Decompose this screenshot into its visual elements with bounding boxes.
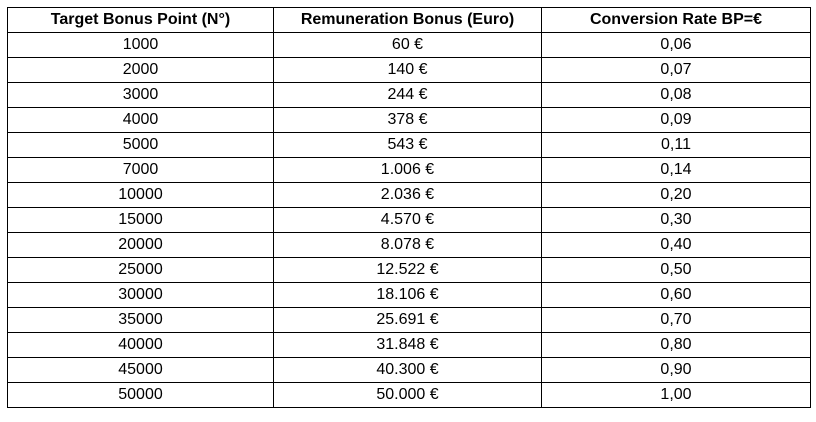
table-row bbox=[8, 358, 811, 383]
conversion-rate-cell: 0,11 bbox=[542, 133, 811, 158]
table-row bbox=[8, 283, 811, 308]
table-row bbox=[8, 158, 811, 183]
target-bonus-point-cell: 30000 bbox=[8, 283, 274, 308]
target-bonus-point-cell: 45000 bbox=[8, 358, 274, 383]
table-row bbox=[8, 383, 811, 408]
conversion-rate-cell: 0,06 bbox=[542, 33, 811, 58]
remuneration-bonus-cell: 543 € bbox=[274, 133, 542, 158]
bonus-conversion-table bbox=[7, 7, 811, 408]
header-conversion-rate: Conversion Rate BP=€ bbox=[542, 8, 811, 33]
conversion-rate-cell: 0,40 bbox=[542, 233, 811, 258]
remuneration-bonus-cell: 1.006 € bbox=[274, 158, 542, 183]
conversion-rate-cell: 0,60 bbox=[542, 283, 811, 308]
remuneration-bonus-cell: 378 € bbox=[274, 108, 542, 133]
remuneration-bonus-cell: 18.106 € bbox=[274, 283, 542, 308]
target-bonus-point-cell: 2000 bbox=[8, 58, 274, 83]
target-bonus-point-cell: 25000 bbox=[8, 258, 274, 283]
target-bonus-point-cell: 4000 bbox=[8, 108, 274, 133]
target-bonus-point-cell: 7000 bbox=[8, 158, 274, 183]
remuneration-bonus-cell: 8.078 € bbox=[274, 233, 542, 258]
conversion-rate-cell: 0,50 bbox=[542, 258, 811, 283]
conversion-rate-cell: 0,07 bbox=[542, 58, 811, 83]
remuneration-bonus-cell: 40.300 € bbox=[274, 358, 542, 383]
conversion-rate-cell: 0,30 bbox=[542, 208, 811, 233]
table-row bbox=[8, 183, 811, 208]
target-bonus-point-cell: 5000 bbox=[8, 133, 274, 158]
remuneration-bonus-cell: 12.522 € bbox=[274, 258, 542, 283]
conversion-rate-cell: 0,08 bbox=[542, 83, 811, 108]
conversion-rate-cell: 0,70 bbox=[542, 308, 811, 333]
table-row bbox=[8, 133, 811, 158]
table-row bbox=[8, 208, 811, 233]
target-bonus-point-cell: 50000 bbox=[8, 383, 274, 408]
remuneration-bonus-cell: 4.570 € bbox=[274, 208, 542, 233]
target-bonus-point-cell: 35000 bbox=[8, 308, 274, 333]
conversion-rate-cell: 0,09 bbox=[542, 108, 811, 133]
table-row bbox=[8, 83, 811, 108]
target-bonus-point-cell: 10000 bbox=[8, 183, 274, 208]
remuneration-bonus-cell: 244 € bbox=[274, 83, 542, 108]
table-row bbox=[8, 233, 811, 258]
conversion-rate-cell: 1,00 bbox=[542, 383, 811, 408]
header-remuneration-bonus: Remuneration Bonus (Euro) bbox=[274, 8, 542, 33]
target-bonus-point-cell: 15000 bbox=[8, 208, 274, 233]
remuneration-bonus-cell: 60 € bbox=[274, 33, 542, 58]
target-bonus-point-cell: 1000 bbox=[8, 33, 274, 58]
remuneration-bonus-cell: 2.036 € bbox=[274, 183, 542, 208]
table-row bbox=[8, 258, 811, 283]
conversion-rate-cell: 0,20 bbox=[542, 183, 811, 208]
table-row bbox=[8, 108, 811, 133]
table-row bbox=[8, 33, 811, 58]
header-row bbox=[8, 8, 811, 33]
header-target-bonus-point: Target Bonus Point (N°) bbox=[8, 8, 274, 33]
table-row bbox=[8, 308, 811, 333]
conversion-rate-cell: 0,80 bbox=[542, 333, 811, 358]
target-bonus-point-cell: 20000 bbox=[8, 233, 274, 258]
remuneration-bonus-cell: 50.000 € bbox=[274, 383, 542, 408]
conversion-rate-cell: 0,90 bbox=[542, 358, 811, 383]
table-row bbox=[8, 58, 811, 83]
target-bonus-point-cell: 40000 bbox=[8, 333, 274, 358]
target-bonus-point-cell: 3000 bbox=[8, 83, 274, 108]
conversion-rate-cell: 0,14 bbox=[542, 158, 811, 183]
table-header bbox=[8, 8, 811, 33]
remuneration-bonus-cell: 140 € bbox=[274, 58, 542, 83]
remuneration-bonus-cell: 31.848 € bbox=[274, 333, 542, 358]
table-row bbox=[8, 333, 811, 358]
remuneration-bonus-cell: 25.691 € bbox=[274, 308, 542, 333]
table-body bbox=[8, 33, 811, 408]
